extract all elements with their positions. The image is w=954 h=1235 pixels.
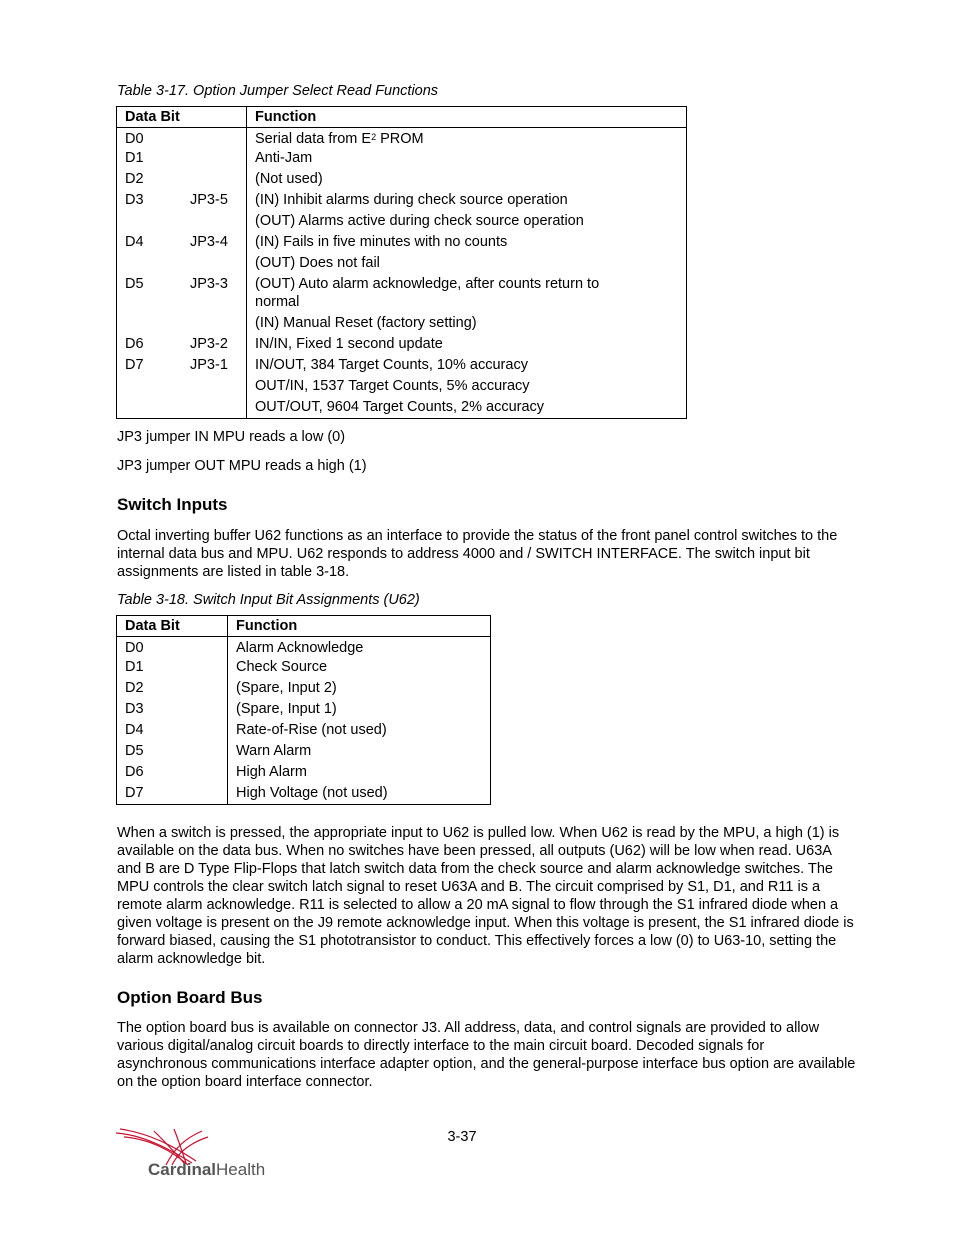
table-row xyxy=(117,721,491,742)
section-heading-option-board-bus: Option Board Bus xyxy=(117,988,263,1007)
jumper-value: JP3-1 xyxy=(190,356,228,373)
note-jumper-in: JP3 jumper IN MPU reads a low (0) xyxy=(117,429,346,445)
function-text: (Not used) xyxy=(255,170,323,187)
table-18-caption: Table 3-18. Switch Input Bit Assignments (U62) xyxy=(117,592,420,608)
function-cell: Check Source xyxy=(236,658,328,675)
swoosh-stroke xyxy=(154,1131,184,1163)
logo-text-bold: Cardinal xyxy=(148,1160,217,1179)
function-text: (OUT) Does not fail xyxy=(255,254,380,271)
table-row xyxy=(117,784,491,805)
jumper-value: JP3-3 xyxy=(190,275,228,292)
table-row xyxy=(117,170,687,191)
data-bit-cell xyxy=(117,356,247,377)
function-cell: Alarm Acknowledge xyxy=(236,640,364,656)
table-row xyxy=(117,254,687,275)
switch-inputs-paragraph xyxy=(117,527,857,581)
page-number: 3-37 xyxy=(447,1129,477,1145)
function-cell xyxy=(247,233,687,254)
data-bit-cell: D4 xyxy=(117,721,228,742)
logo-wordmark xyxy=(148,1160,265,1180)
table-row xyxy=(117,377,687,398)
data-bit-value: D5 xyxy=(125,275,144,292)
data-bit-cell xyxy=(117,191,247,212)
data-bit-cell xyxy=(117,128,247,149)
table-row xyxy=(117,637,491,658)
table-header-function: Function xyxy=(228,616,491,637)
table-row xyxy=(117,275,687,314)
data-bit-cell: D1 xyxy=(117,658,228,679)
function-cell xyxy=(247,170,687,191)
data-bit-cell xyxy=(117,149,247,170)
table-row xyxy=(117,191,687,212)
table-row xyxy=(117,356,687,377)
data-bit-cell xyxy=(117,314,247,335)
data-bit-cell xyxy=(117,275,247,314)
table-row xyxy=(117,658,491,679)
function-text: IN/OUT, 384 Target Counts, 10% accuracy xyxy=(255,356,528,373)
paragraph-text: The option board bus is available on connector J3. All address, data, and control signals are provided to allow various digital/analog circuit boards to directly interface to the main circuit board. Decoded signals for asynchronous communications interface adapter option, and the general-purpose interface bus option are available on the option board interface connector. xyxy=(117,1020,856,1090)
data-bit-value: D3 xyxy=(125,191,144,208)
function-cell: Rate-of-Rise (not used) xyxy=(236,721,387,738)
function-cell xyxy=(247,149,687,170)
table-header-data-bit: Data Bit xyxy=(117,107,247,128)
function-cell xyxy=(247,191,687,212)
function-cell xyxy=(247,254,687,275)
function-cell xyxy=(247,335,687,356)
table-row xyxy=(117,149,687,170)
function-cell: Warn Alarm xyxy=(236,742,312,759)
function-cell xyxy=(247,356,687,377)
jumper-value: JP3-2 xyxy=(190,335,228,352)
function-cell: High Alarm xyxy=(236,763,307,780)
table-header-function: Function xyxy=(247,107,687,128)
data-bit-value: D6 xyxy=(125,335,144,352)
table-row xyxy=(117,398,687,419)
table-row xyxy=(117,763,491,784)
cardinal-health-logo xyxy=(114,1127,284,1187)
data-bit-cell xyxy=(117,212,247,233)
logo-text-light: Health xyxy=(216,1160,266,1179)
function-text: OUT/IN, 1537 Target Counts, 5% accuracy xyxy=(255,377,530,394)
data-bit-cell xyxy=(117,377,247,398)
switch-description-paragraph xyxy=(117,824,857,968)
paragraph-text: Octal inverting buffer U62 functions as an interface to provide the status of the front panel control switches to the internal data bus and MPU. U62 responds to address 4000 and / SWITCH INTERFACE. The switch input bit assignments are listed in table 3-18. xyxy=(117,528,838,580)
function-cell: High Voltage (not used) xyxy=(236,784,388,801)
note-jumper-out: JP3 jumper OUT MPU reads a high (1) xyxy=(117,458,367,474)
option-jumper-table-body xyxy=(117,128,687,419)
switch-input-table-body xyxy=(117,637,491,805)
table-row xyxy=(117,742,491,763)
data-bit-cell xyxy=(117,254,247,275)
function-cell xyxy=(247,275,687,314)
data-bit-cell xyxy=(117,170,247,191)
function-text: (OUT) Alarms active during check source operation xyxy=(255,212,584,229)
data-bit-value: D4 xyxy=(125,233,144,250)
function-text: Serial data from E xyxy=(255,131,372,147)
data-bit-value: D1 xyxy=(125,149,144,166)
superscript: 2 xyxy=(371,132,377,142)
function-text: (OUT) Auto alarm acknowledge, after counts return to normal xyxy=(255,275,600,310)
table-row xyxy=(117,233,687,254)
section-heading-switch-inputs: Switch Inputs xyxy=(117,495,228,514)
function-text: (IN) Manual Reset (factory setting) xyxy=(255,314,477,331)
function-text: Anti-Jam xyxy=(255,149,313,166)
switch-input-table xyxy=(116,615,491,805)
data-bit-value: D7 xyxy=(125,356,144,373)
function-cell: (Spare, Input 2) xyxy=(236,679,337,696)
function-suffix: PROM xyxy=(376,131,424,147)
table-row xyxy=(117,212,687,233)
data-bit-cell xyxy=(117,233,247,254)
data-bit-value: D2 xyxy=(125,170,144,187)
table-row xyxy=(117,314,687,335)
data-bit-cell: D6 xyxy=(117,763,228,784)
data-bit-cell xyxy=(117,335,247,356)
function-text: (IN) Inhibit alarms during check source operation xyxy=(255,191,568,208)
function-cell xyxy=(247,314,687,335)
data-bit-cell: D3 xyxy=(117,700,228,721)
table-row xyxy=(117,128,687,149)
paragraph-text: When a switch is pressed, the appropriate input to U62 is pulled low. When U62 is read by the MPU, a high (1) is available on the data bus. When no switches have been pressed, all outputs (U62) will be low when read. U63A and B are D Type Flip-Flops that latch switch data from the check source and alarm acknowledge switches. The MPU controls the clear switch latch signal to reset U63A and B. The circuit comprised by S1, D1, and R11 is a remote alarm acknowledge. R11 is selected to allow a 20 mA signal to flow through the S1 infrared diode when a given voltage is present on the J9 remote acknowledge input. When this voltage is present, the S1 infrared diode is forward biased, causing the S1 phototransistor to conduct. This effectively forces a low (0) to U63-10, setting the alarm acknowledge bit. xyxy=(117,825,854,967)
data-bit-value: D0 xyxy=(125,131,144,147)
table-row xyxy=(117,700,491,721)
jumper-value: JP3-4 xyxy=(190,233,228,250)
function-cell: (Spare, Input 1) xyxy=(236,700,337,717)
data-bit-cell xyxy=(117,398,247,419)
option-jumper-table xyxy=(116,106,687,419)
function-cell xyxy=(247,128,687,149)
table-header-data-bit: Data Bit xyxy=(117,616,228,637)
table-row xyxy=(117,335,687,356)
function-text: IN/IN, Fixed 1 second update xyxy=(255,335,443,352)
function-cell xyxy=(247,377,687,398)
option-board-paragraph xyxy=(117,1019,857,1091)
data-bit-cell: D5 xyxy=(117,742,228,763)
function-text: (IN) Fails in five minutes with no counts xyxy=(255,233,508,250)
data-bit-cell: D7 xyxy=(117,784,228,805)
data-bit-cell: D2 xyxy=(117,679,228,700)
function-cell xyxy=(247,398,687,419)
data-bit-cell: D0 xyxy=(117,637,228,658)
jumper-value: JP3-5 xyxy=(190,191,228,208)
function-text: OUT/OUT, 9604 Target Counts, 2% accuracy xyxy=(255,398,545,415)
table-17-caption: Table 3-17. Option Jumper Select Read Functions xyxy=(117,83,439,99)
function-cell xyxy=(247,212,687,233)
table-row xyxy=(117,679,491,700)
